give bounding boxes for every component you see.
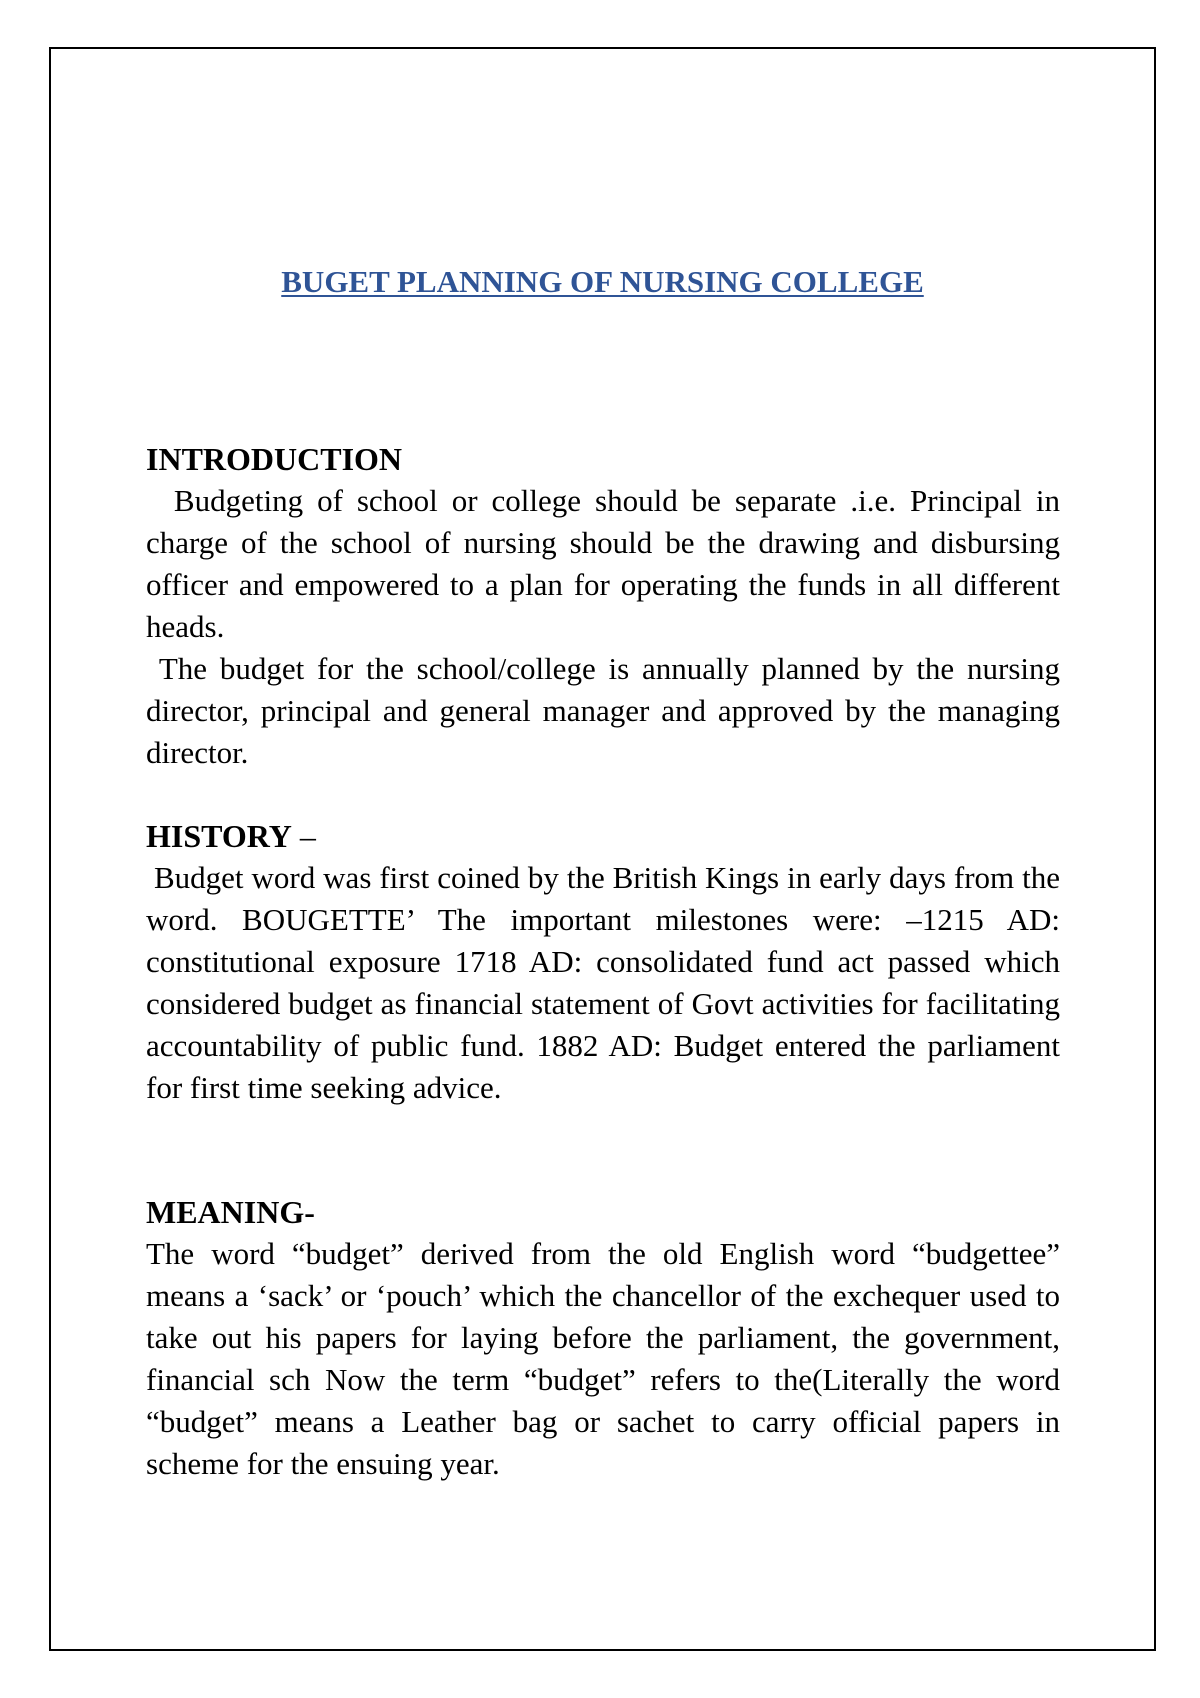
section-history (146, 815, 1060, 1109)
section-heading: INTRODUCTION (146, 441, 403, 477)
section-meaning (146, 1191, 1060, 1485)
paragraph: The budget for the school/college is annually planned by the nursing director, principal and general manager and approved by the managing director. (146, 651, 1060, 770)
section-heading-row (146, 815, 1060, 857)
paragraph: Budget word was first coined by the British Kings in early days from the word. BOUGETTE’ The important milestones were: –1215 AD: constitutional exposure 1718 AD: consolidated fund act passed which considered budget as financial statement of Govt activities for facilitating accountability of public fund. 1882 AD: Budget entered the parliament for first time seeking advice. (146, 860, 1060, 1105)
section-introduction (146, 438, 1060, 774)
paragraph: The word “budget” derived from the old English word “budgettee” means a ‘sack’ or ‘pouch’ which the chancellor of the exchequer used to take out his papers for laying before the parliament, the government, financial sch Now the term “budget” refers to the(Literally the word “budget” means a Leather bag or sachet to carry official papers in scheme for the ensuing year. (146, 1236, 1060, 1481)
section-heading: MEANING- (146, 1194, 315, 1230)
heading-dash: – (291, 818, 316, 854)
document-title: BUGET PLANNING OF NURSING COLLEGE (281, 264, 924, 299)
paragraph: Budgeting of school or college should be separate .i.e. Principal in charge of the school of nursing should be the drawing and disbursing officer and empowered to a plan for operating the funds in all different heads. (146, 483, 1060, 644)
section-heading: HISTORY (146, 818, 292, 854)
